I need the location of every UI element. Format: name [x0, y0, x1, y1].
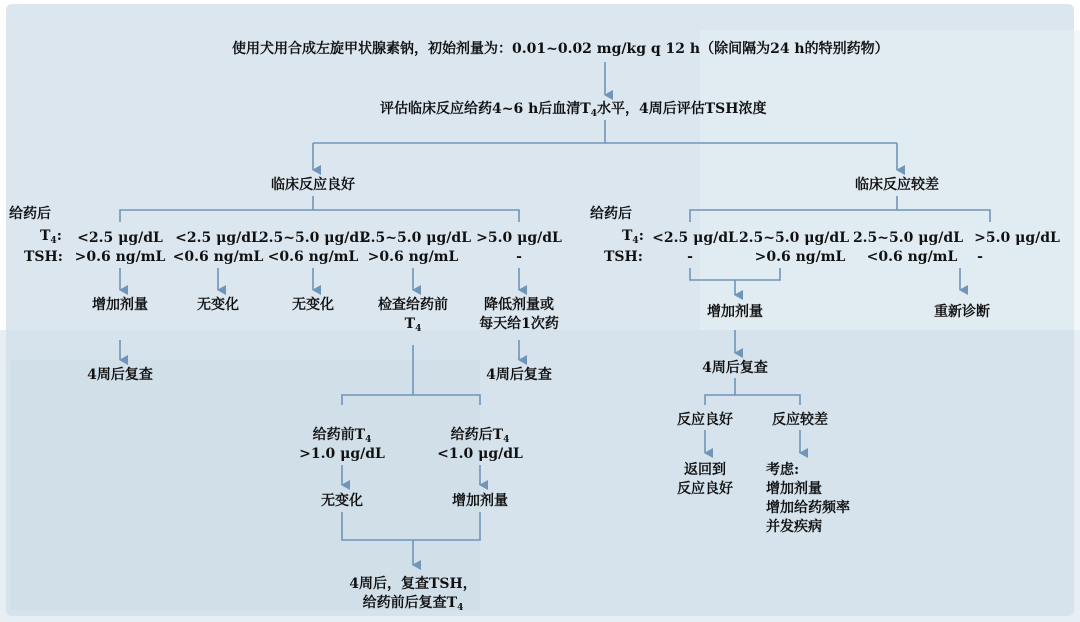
- consider-item: 并发疾病: [766, 519, 822, 535]
- bracket-left: [120, 210, 519, 222]
- right-increase-dose: 增加剂量: [707, 304, 763, 320]
- label-t4-left: [40, 228, 62, 245]
- pre-dose-t4-text: 给药前T: [312, 427, 366, 443]
- left-tsh-value: >0.6 ng/mL: [74, 249, 166, 265]
- final-recheck-line2-sub: 4: [457, 603, 464, 613]
- label-tsh-left: TSH:: [24, 249, 63, 265]
- consider-item: 增加给药频率: [766, 500, 850, 516]
- return-to-good-line2: 反应良好: [677, 481, 733, 497]
- label-tsh-right: TSH:: [604, 249, 643, 265]
- node-evaluate-pre: 评估临床反应给药4~6 h后血清T: [380, 101, 591, 117]
- node-good-response: 临床反应良好: [271, 177, 355, 193]
- left-tsh-value: >0.6 ng/mL: [367, 249, 459, 265]
- left-tsh-value: <0.6 ng/mL: [172, 249, 264, 265]
- right-good-response: 反应良好: [677, 412, 733, 428]
- right-recheck-4-weeks: 4周后复查: [702, 360, 768, 376]
- right-tsh-value: -: [687, 249, 693, 265]
- node-evaluate: [380, 101, 766, 118]
- action-no-change: 无变化: [197, 297, 239, 313]
- label-t4-right-sub: 4: [632, 236, 639, 246]
- action-check-t: T: [404, 316, 416, 332]
- line-merge-right: [413, 512, 480, 540]
- bracket-right-increase: [690, 268, 780, 280]
- pre-dose-t4-label: [282, 427, 402, 444]
- return-to-good-line1: 返回到: [684, 462, 726, 478]
- label-t4-right-colon: :: [638, 228, 644, 244]
- post-dose-t4-value: <1.0 μg/dL: [437, 446, 523, 462]
- action-reduce-dose: 降低剂量或: [484, 297, 554, 313]
- action-no-change: 无变化: [292, 297, 334, 313]
- left-tsh-value: -: [516, 249, 522, 265]
- left-t4-value: <2.5 μg/dL: [175, 230, 261, 246]
- bracket-right: [690, 210, 990, 222]
- bottom-increase-dose: 增加剂量: [452, 493, 508, 509]
- post-dose-t4-sub: 4: [503, 435, 510, 445]
- action-check-pre-dose-t4: [393, 316, 433, 333]
- label-t4-left-t: T: [40, 228, 51, 244]
- label-after-dosing-left: 给药后: [9, 206, 51, 222]
- right-t4-value: >5.0 μg/dL: [974, 230, 1060, 246]
- right-t4-value: 2.5~5.0 μg/dL: [738, 230, 850, 246]
- rediagnose: 重新诊断: [934, 304, 990, 320]
- action-check-sub: 4: [415, 324, 422, 334]
- recheck-4-weeks: 4周后复查: [486, 367, 552, 383]
- post-dose-t4-text: 给药后T: [450, 427, 504, 443]
- right-tsh-value: -: [977, 249, 983, 265]
- bracket-check: [342, 395, 480, 405]
- consider-item: 增加剂量: [766, 481, 822, 497]
- label-t4-left-colon: :: [56, 228, 62, 244]
- recheck-4-weeks: 4周后复查: [87, 367, 153, 383]
- pre-dose-t4-value: >1.0 μg/dL: [299, 446, 385, 462]
- left-tsh-value: <0.6 ng/mL: [267, 249, 359, 265]
- label-after-dosing-right: 给药后: [590, 206, 632, 222]
- left-t4-value: <2.5 μg/dL: [77, 230, 163, 246]
- line-merge-left: [342, 512, 413, 540]
- post-dose-t4-label: [420, 427, 540, 444]
- consider-label: 考虑:: [766, 462, 800, 478]
- left-t4-value: >5.0 μg/dL: [476, 230, 562, 246]
- right-t4-value: <2.5 μg/dL: [652, 230, 738, 246]
- right-t4-value: 2.5~5.0 μg/dL: [852, 230, 964, 246]
- action-check-pre-dose: 检查给药前: [378, 297, 448, 313]
- final-recheck-line1: 4周后，复查TSH，: [349, 576, 477, 592]
- final-recheck-line2: [318, 595, 508, 612]
- left-t4-value: 2.5~5.0 μg/dL: [258, 230, 370, 246]
- label-t4-left-sub: 4: [50, 236, 57, 246]
- label-t4-right-t: T: [622, 228, 633, 244]
- left-t4-value: 2.5~5.0 μg/dL: [360, 230, 472, 246]
- node-poor-response: 临床反应较差: [855, 177, 939, 193]
- action-once-daily: 每天给1次药: [479, 316, 559, 332]
- node-start: 使用犬用合成左旋甲状腺素钠，初始剂量为：0.01~0.02 mg/kg q 12 h（除间隔为24 h的特别药物）: [232, 41, 889, 57]
- action-increase-dose: 增加剂量: [92, 297, 148, 313]
- right-poor-response: 反应较差: [772, 412, 828, 428]
- node-evaluate-sub: 4: [590, 109, 597, 119]
- right-tsh-value: >0.6 ng/mL: [754, 249, 846, 265]
- bracket-right-response: [705, 395, 800, 405]
- final-recheck-line2-text: 给药前后复查T: [362, 595, 458, 611]
- label-t4-right: [622, 228, 644, 245]
- node-evaluate-post: 水平，4周后评估TSH浓度: [596, 101, 767, 117]
- bottom-no-change: 无变化: [321, 493, 363, 509]
- pre-dose-t4-sub: 4: [365, 435, 372, 445]
- right-tsh-value: <0.6 ng/mL: [866, 249, 958, 265]
